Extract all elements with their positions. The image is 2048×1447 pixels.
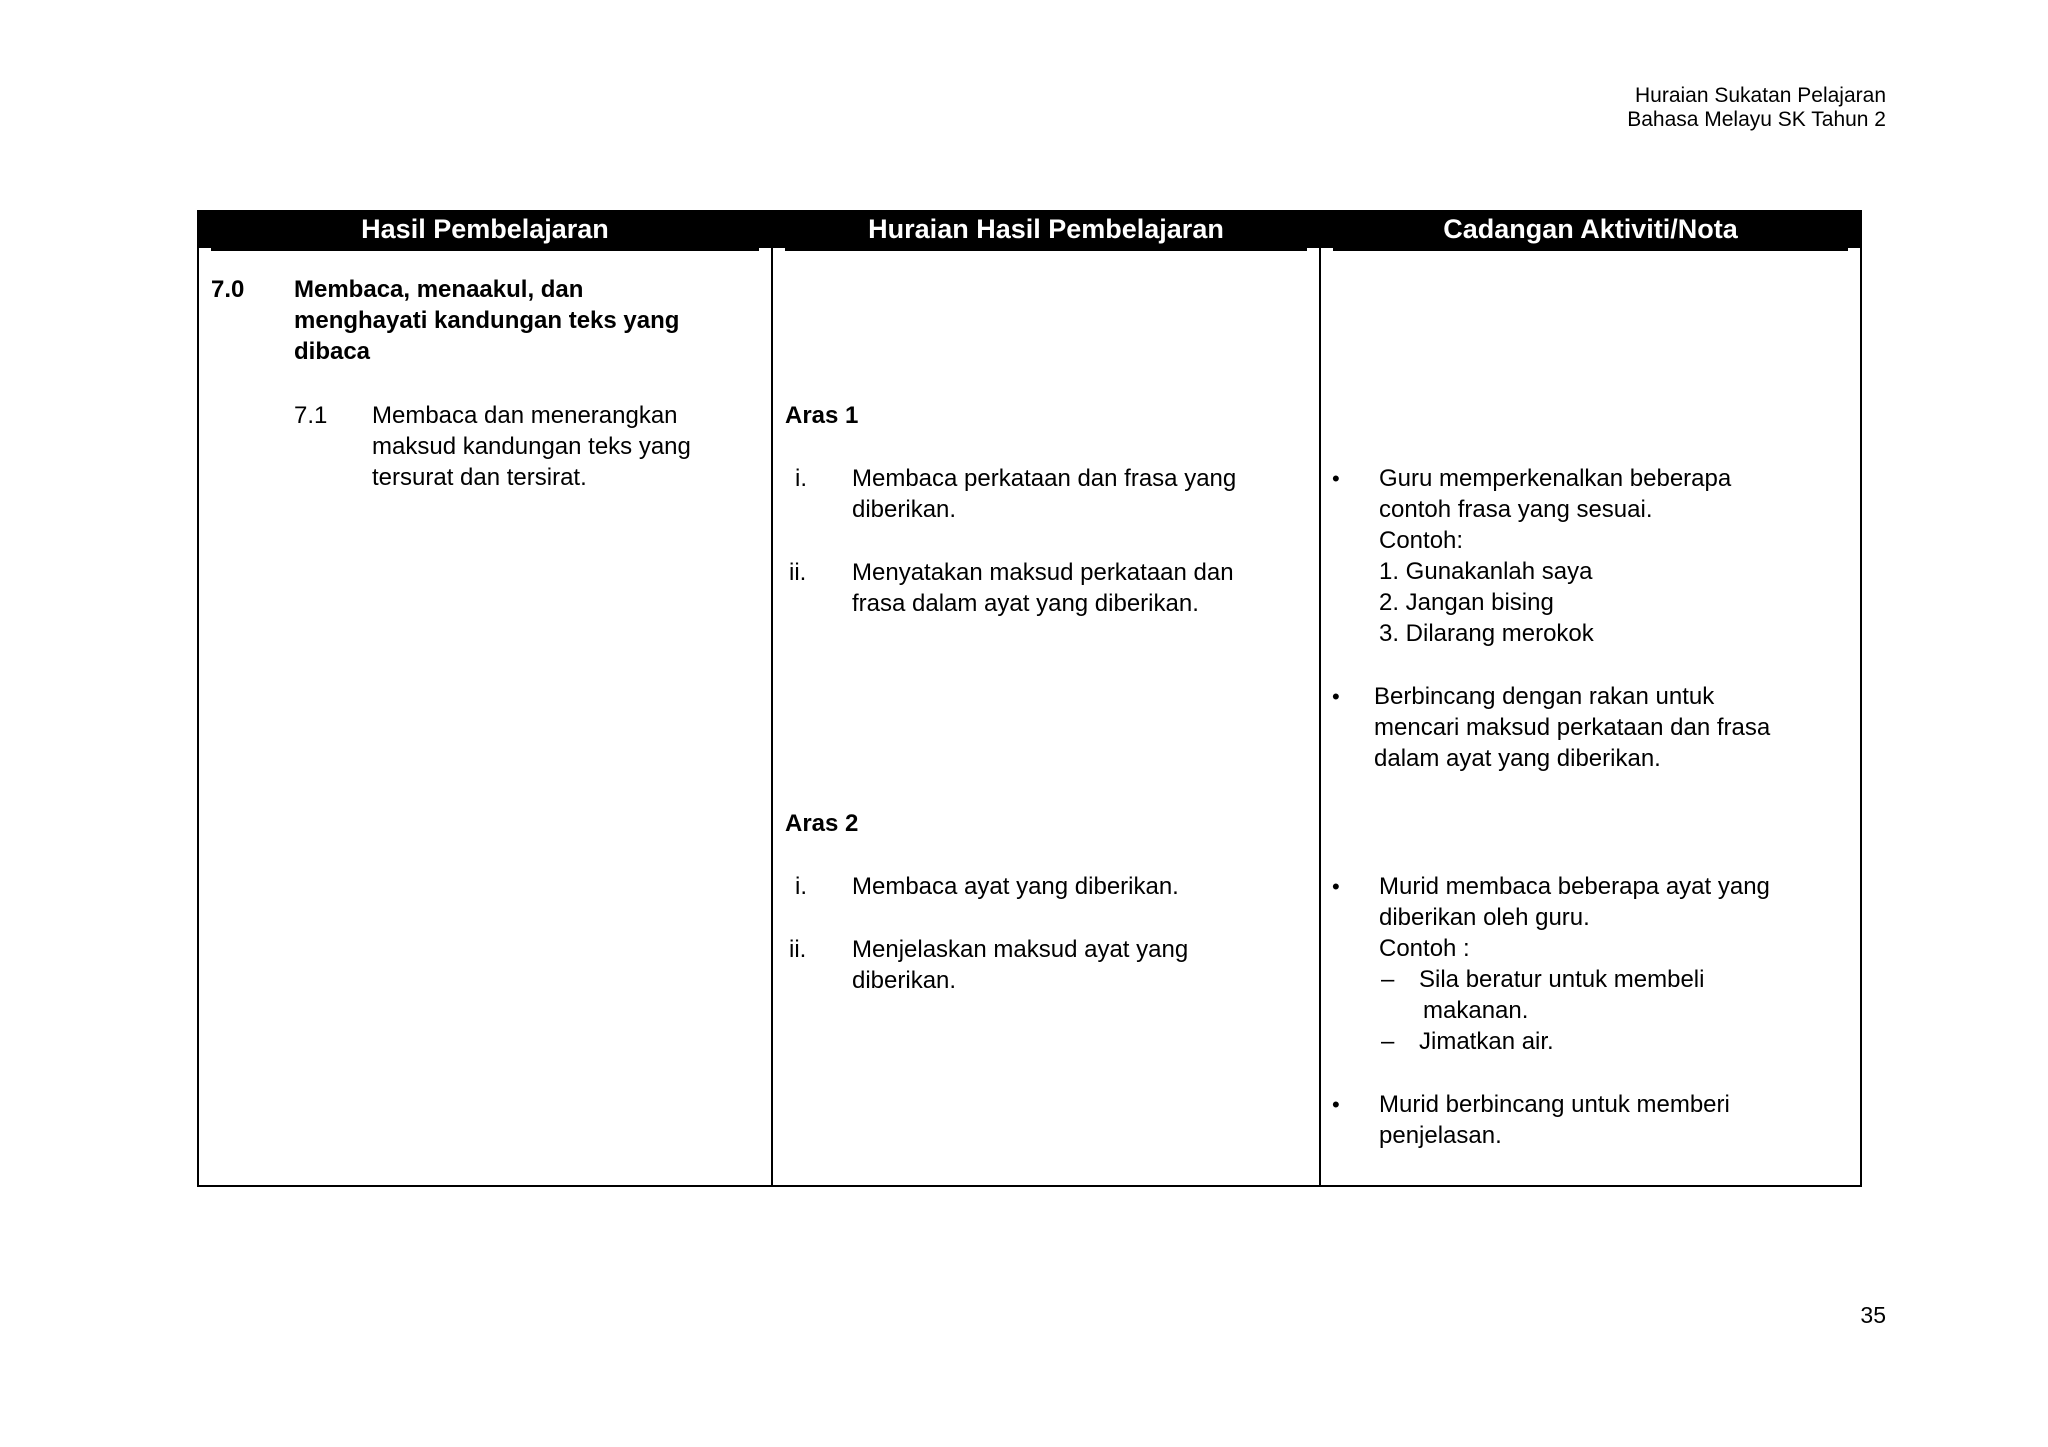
activity-4-line-1: Murid berbincang untuk memberi: [1379, 1091, 1730, 1118]
activity-1-example-2: 2. Jangan bising: [1379, 589, 1554, 616]
bullet-icon: •: [1332, 874, 1340, 899]
dash-icon: –: [1381, 1028, 1395, 1055]
header-huraian-hasil-pembelajaran: Huraian Hasil Pembelajaran: [773, 212, 1319, 248]
activity-1-line-3: Contoh:: [1379, 527, 1464, 554]
activity-3-line-3: Contoh :: [1379, 935, 1470, 962]
aras-1-item-1-number: i.: [795, 465, 807, 492]
section-title-line-3: dibaca: [294, 338, 371, 365]
header-line-1: Huraian Sukatan Pelajaran: [1635, 84, 1886, 107]
aras-2-item-2-number: ii.: [789, 936, 807, 963]
bullet-icon: •: [1332, 1092, 1340, 1117]
aras-2-item-1-number: i.: [795, 873, 807, 900]
activity-3-line-2: diberikan oleh guru.: [1379, 904, 1590, 931]
aras-2-item-1-line-1: Membaca ayat yang diberikan.: [852, 873, 1179, 900]
activity-3-example-2: Jimatkan air.: [1419, 1028, 1554, 1055]
aras-1-item-1-line-1: Membaca perkataan dan frasa yang: [852, 465, 1237, 492]
section-number: 7.0: [211, 276, 245, 303]
activity-2-line-1: Berbincang dengan rakan untuk: [1374, 683, 1715, 710]
document-header: [1627, 84, 1886, 132]
header-hasil-pembelajaran: Hasil Pembelajaran: [199, 212, 771, 248]
header-line-2: Bahasa Melayu SK Tahun 2: [1627, 108, 1886, 131]
activity-1-example-3: 3. Dilarang merokok: [1379, 620, 1594, 647]
bullet-icon: •: [1332, 684, 1340, 709]
column-divider-2: [1319, 212, 1321, 1185]
syllabus-table: [197, 210, 1862, 1187]
section-title-line-1: Membaca, menaakul, dan: [294, 276, 584, 303]
subsection-text-line-3: tersurat dan tersirat.: [372, 464, 587, 491]
subsection-number: 7.1: [294, 402, 328, 429]
activity-3-example-1-cont: makanan.: [1423, 997, 1529, 1024]
bullet-icon: •: [1332, 466, 1340, 491]
aras-1-item-2-line-1: Menyatakan maksud perkataan dan: [852, 559, 1234, 586]
header-cadangan-aktiviti: Cadangan Aktiviti/Nota: [1321, 212, 1860, 248]
activity-1-example-1: 1. Gunakanlah saya: [1379, 558, 1593, 585]
aras-1-label: Aras 1: [785, 402, 859, 429]
page-number: 35: [1860, 1302, 1886, 1328]
aras-1-item-2-number: ii.: [789, 559, 807, 586]
activity-2-line-2: mencari maksud perkataan dan frasa: [1374, 714, 1771, 741]
activity-1-line-2: contoh frasa yang sesuai.: [1379, 496, 1653, 523]
activity-2-line-3: dalam ayat yang diberikan.: [1374, 745, 1661, 772]
aras-1-item-2-line-2: frasa dalam ayat yang diberikan.: [852, 590, 1199, 617]
activity-1-line-1: Guru memperkenalkan beberapa: [1379, 465, 1732, 492]
dash-icon: –: [1381, 966, 1395, 993]
section-title-line-2: menghayati kandungan teks yang: [294, 307, 680, 334]
aras-2-item-2-line-1: Menjelaskan maksud ayat yang: [852, 936, 1189, 963]
subsection-text-line-1: Membaca dan menerangkan: [372, 402, 678, 429]
column-divider-1: [771, 212, 773, 1185]
aras-2-label: Aras 2: [785, 810, 859, 837]
activity-3-line-1: Murid membaca beberapa ayat yang: [1379, 873, 1770, 900]
aras-1-item-1-line-2: diberikan.: [852, 496, 957, 523]
activity-4-line-2: penjelasan.: [1379, 1122, 1502, 1149]
activity-3-example-1: Sila beratur untuk membeli: [1419, 966, 1705, 993]
aras-2-item-2-line-2: diberikan.: [852, 967, 957, 994]
subsection-text-line-2: maksud kandungan teks yang: [372, 433, 691, 460]
